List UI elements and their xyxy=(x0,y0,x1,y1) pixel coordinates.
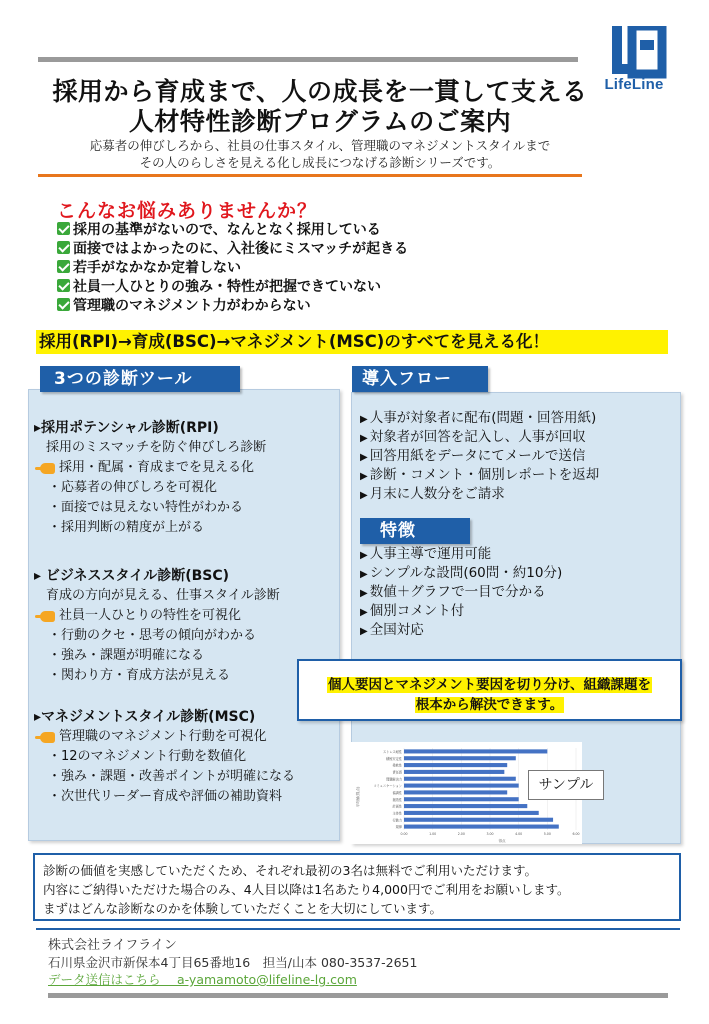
chart-category-label: ストレス耐性 xyxy=(382,749,402,754)
tool-item: ・面接では見えない特性がわかる xyxy=(48,500,244,515)
feature-item: ▶ 数値＋グラフで一目で分かる xyxy=(360,584,546,600)
chart-bar xyxy=(404,811,539,815)
flow-item: ▶ 回答用紙をデータにてメールで送信 xyxy=(360,448,586,464)
flow-item: ▶ 対象者が回答を記入し、人事が回収 xyxy=(360,429,586,445)
callout-box xyxy=(297,659,682,721)
worries-title: こんなお悩みありませんか？ xyxy=(57,200,318,222)
chart-bar xyxy=(404,749,547,753)
flow-item: ▶ 人事が対象者に配布(問題・回答用紙) xyxy=(360,410,597,426)
triangle-bullet-icon: ▶ xyxy=(360,433,368,444)
features-list xyxy=(360,545,562,640)
chart-x-tick-label: 6.00 xyxy=(572,832,580,836)
tools-tag: 3つの診断ツール xyxy=(40,366,240,392)
tool-item: ・強み・課題が明確になる xyxy=(48,648,205,663)
pricing-line3: まずはどんな診断なのかを体験していただくことを大切にしています。 xyxy=(43,901,443,916)
checkbox-icon xyxy=(57,222,70,235)
chart-bar xyxy=(404,763,507,767)
triangle-bullet-icon: ▶ xyxy=(360,569,368,580)
flow-item: ▶ 月末に人数分をご請求 xyxy=(360,486,505,502)
triangle-bullet-icon: ▶ xyxy=(360,626,368,637)
callout-line1: 個人要因とマネジメント要因を切り分け、組織課題を xyxy=(327,677,652,693)
chart-bar xyxy=(404,756,516,760)
triangle-bullet-icon: ▶ xyxy=(360,414,368,425)
worry-item: 採用の基準がないので、なんとなく採用している xyxy=(57,219,408,238)
checkbox-icon xyxy=(57,260,70,273)
triangle-bullet-icon: ▶ xyxy=(360,588,368,599)
tool-heading: ▸マネジメントスタイル診断(MSC) xyxy=(34,709,256,725)
feature-item: ▶ シンプルな設問(60問・約10分) xyxy=(360,565,563,581)
contact-email-link[interactable]: データ送信はこちら a-yamamoto@lifeline-lg.com xyxy=(48,972,357,987)
chart-bar xyxy=(404,825,559,829)
chart-x-tick-label: 3.00 xyxy=(486,832,494,836)
page-title-line1: 採用から育成まで、人の成長を一貫して支える xyxy=(52,77,588,106)
worry-item: 社員一人ひとりの強み・特性が把握できていない xyxy=(57,276,408,295)
worries-list xyxy=(57,219,408,314)
triangle-bullet-icon: ▶ xyxy=(360,452,368,463)
worry-item: 若手がなかなか定着しない xyxy=(57,257,408,276)
chart-bar xyxy=(404,784,519,788)
chart-category-label: 問題解決力 xyxy=(386,777,402,782)
tool-point: 社員一人ひとりの特性を可視化 xyxy=(34,606,334,626)
chart-category-label: 協調性 xyxy=(392,790,402,795)
feature-item: ▶ 個別コメント付 xyxy=(360,603,465,619)
tool-heading: ▸ ビジネススタイル診断(BSC) xyxy=(34,568,230,584)
top-divider xyxy=(38,57,578,62)
logo-text: LifeLine xyxy=(604,76,664,93)
feature-item: ▶ 人事主導で運用可能 xyxy=(360,546,492,562)
company-address: 石川県金沢市新保本4丁目65番地16 担当/山本 080-3537-2651 xyxy=(48,955,418,970)
tool-rpi xyxy=(34,418,334,538)
tool-point: 採用・配属・育成までを見える化 xyxy=(34,458,334,478)
lead-text-line1: 応募者の伸びしろから、社員の仕事スタイル、管理職のマネジメントスタイルまで xyxy=(89,138,551,153)
sample-label: サンプル xyxy=(528,770,604,800)
chart-x-tick-label: 5.00 xyxy=(543,832,551,836)
triangle-bullet-icon: ▶ xyxy=(360,550,368,561)
chart-x-tick-label: 0.00 xyxy=(400,832,408,836)
tool-subtitle: 採用のミスマッチを防ぐ伸びしろ診断 xyxy=(46,440,267,455)
highlight-banner: 採用(RPI)→育成(BSC)→マネジメント(MSC)のすべてを見える化！ xyxy=(36,330,668,354)
footer-divider xyxy=(36,928,680,930)
flow-item: ▶ 診断・コメント・個別レポートを返却 xyxy=(360,467,600,483)
chart-bar xyxy=(404,777,516,781)
pricing-line1: 診断の価値を実感していただくため、それぞれ最初の3名は無料でご利用いただけます。 xyxy=(43,863,537,878)
tool-point: 管理職のマネジメント行動を可視化 xyxy=(34,727,334,747)
chart-x-tick-label: 1.00 xyxy=(429,832,437,836)
tool-bsc xyxy=(34,566,334,686)
checkbox-icon xyxy=(57,298,70,311)
chart-category-label: 柔軟性 xyxy=(392,763,402,768)
pricing-line2: 内容にご納得いただけた場合のみ、4人目以降は1名あたり4,000円でご利用をお願いします。 xyxy=(43,882,570,897)
chart-category-label: コミュニケーション xyxy=(373,784,402,789)
worry-item: 管理職のマネジメント力がわからない xyxy=(57,295,408,314)
bottom-divider xyxy=(48,993,668,998)
tool-subtitle: 育成の方向が見える、仕事スタイル診断 xyxy=(46,588,280,603)
pointing-hand-icon xyxy=(40,463,55,474)
tool-item: ・行動のクセ・思考の傾向がわかる xyxy=(48,628,257,643)
chart-category-label: 規律 xyxy=(395,825,402,830)
chart-y-axis-label: 平均値(得点) xyxy=(356,786,360,808)
company-name: 株式会社ライフライン xyxy=(48,938,177,953)
flow-tag: 導入フロー xyxy=(352,366,488,392)
tool-heading: ▸採用ポテンシャル診断(RPI) xyxy=(34,420,219,436)
chart-x-tick-label: 4.00 xyxy=(515,832,523,836)
tool-item: ・強み・課題・改善ポイントが明確になる xyxy=(48,769,296,784)
chart-category-label: 創造性 xyxy=(392,797,402,802)
lead-text-line2: その人のらしさを見える化し成長につなげる診断シリーズです。 xyxy=(139,155,501,170)
triangle-bullet-icon: ▶ xyxy=(360,490,368,501)
flow-list xyxy=(360,409,599,504)
chart-bar xyxy=(404,804,527,808)
feature-item: ▶ 全国対応 xyxy=(360,622,424,638)
orange-divider xyxy=(38,174,582,177)
triangle-bullet-icon: ▶ xyxy=(360,607,368,618)
tool-item: ・次世代リーダー育成や評価の補助資料 xyxy=(48,789,283,804)
tool-item: ・採用判断の精度が上がる xyxy=(48,520,205,535)
checkbox-icon xyxy=(57,279,70,292)
chart-category-label: 積極安定性 xyxy=(386,756,402,761)
tool-msc xyxy=(34,707,334,807)
pricing-box xyxy=(33,853,681,921)
chart-x-tick-label: 2.00 xyxy=(457,832,465,836)
chart-x-axis-label: 得点 xyxy=(498,839,506,843)
chart-category-label: 主体性 xyxy=(392,811,402,816)
chart-bar xyxy=(404,797,519,801)
tool-item: ・12のマネジメント行動を数値化 xyxy=(48,749,247,764)
features-tag: 特徴 xyxy=(360,518,470,544)
triangle-bullet-icon: ▶ xyxy=(360,471,368,482)
chart-bar xyxy=(404,790,507,794)
chart-category-label: 行動力 xyxy=(392,818,402,823)
chart-bar xyxy=(404,818,553,822)
chart-category-label: 計画性 xyxy=(392,804,402,809)
pointing-hand-icon xyxy=(40,611,55,622)
tool-item: ・応募者の伸びしろを可視化 xyxy=(48,480,218,495)
chart-category-label: 責任感 xyxy=(392,770,402,775)
page-title-line2: 人材特性診断プログラムのご案内 xyxy=(128,107,512,136)
chart-bar xyxy=(404,770,504,774)
callout-line2: 根本から解決できます。 xyxy=(415,697,564,713)
pointing-hand-icon xyxy=(40,732,55,743)
worry-item: 面接ではよかったのに、入社後にミスマッチが起きる xyxy=(57,238,408,257)
checkbox-icon xyxy=(57,241,70,254)
tool-item: ・関わり方・育成方法が見える xyxy=(48,668,231,683)
